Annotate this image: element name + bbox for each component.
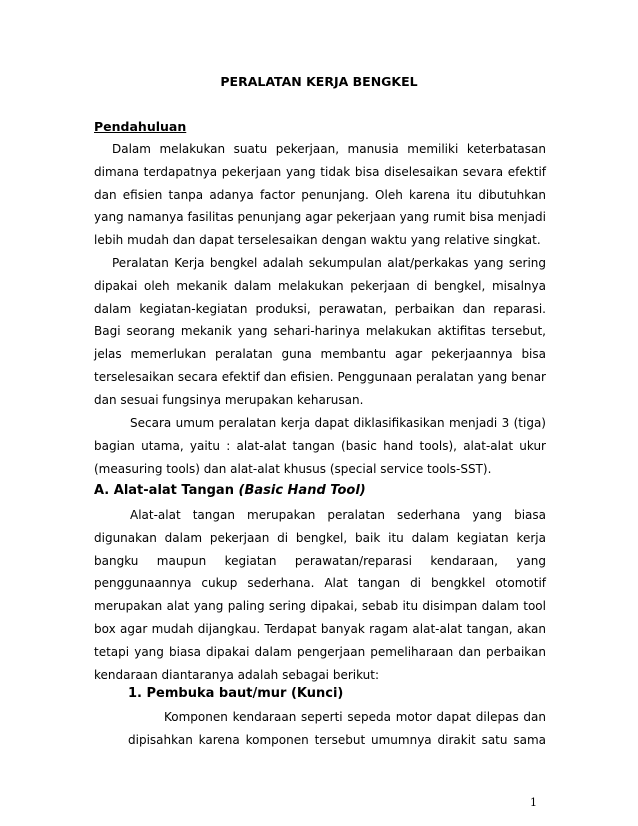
subsection-1-heading: 1. Pembuka baut/mur (Kunci) [128, 686, 344, 701]
section-a-title: A. Alat-alat Tangan [94, 483, 239, 498]
intro-paragraph-1: Dalam melakukan suatu pekerjaan, manusia memiliki keterbatasan dimana terdapatnya pekerjaan yang tidak bisa diselesaikan sevara efektif dan efisien tanpa adanya factor penunjang. Oleh karena itu dibutuhkan yang namanya fasilitas penunjang agar pekerjaan yang rumit bisa menjadi lebih mudah dan dapat terselesaikan dengan waktu yang relative singkat. [94, 142, 546, 248]
subsection-1-paragraph: Komponen kendaraan seperti sepeda motor dapat dilepas dan dipisahkan karena komponen tersebut umumnya dirakit satu sama [128, 710, 546, 747]
section-a-heading [94, 483, 366, 498]
section-a-title-italic: (Basic Hand Tool) [238, 483, 366, 498]
intro-paragraph-3: Secara umum peralatan kerja dapat diklasifikasikan menjadi 3 (tiga) bagian utama, yaitu : alat-alat tangan (basic hand tools), alat-alat ukur (measuring tools) dan alat-alat khusus (special service tools-SST). [94, 416, 546, 476]
intro-paragraph-2: Peralatan Kerja bengkel adalah sekumpulan alat/perkakas yang sering dipakai oleh mekanik dalam melakukan pekerjaan di bengkel, misalnya dalam kegiatan-kegiatan produksi, perawatan, perbaikan dan reparasi. Bagi seorang mekanik yang sehari-harinya melakukan aktifitas tersebut, jelas memerlukan peralatan guna membantu agar pekerjaannya bisa terselesaikan secara efektif dan efisien. Penggunaan peralatan yang benar dan sesuai fungsinya merupakan keharusan. [94, 256, 546, 407]
intro-heading: Pendahuluan [94, 119, 187, 134]
section-a-paragraph: Alat-alat tangan merupakan peralatan sederhana yang biasa digunakan dalam pekerjaan di bengkel, baik itu dalam kegiatan kerja bangku maupun kegiatan perawatan/reparasi kendaraan, yang penggunaannya cukup sederhana. Alat tangan di bengkkel otomotif merupakan alat yang paling sering dipakai, sebab itu disimpan dalam tool box agar mudah dijangkau. Terdapat banyak ragam alat-alat tangan, akan tetapi yang biasa dipakai dalam pengerjaan pemeliharaan dan perbaikan kendaraan diantaranya adalah sebagai berikut: [94, 508, 546, 682]
page-title: PERALATAN KERJA BENGKEL [220, 74, 418, 89]
page-number: 1 [530, 796, 537, 809]
